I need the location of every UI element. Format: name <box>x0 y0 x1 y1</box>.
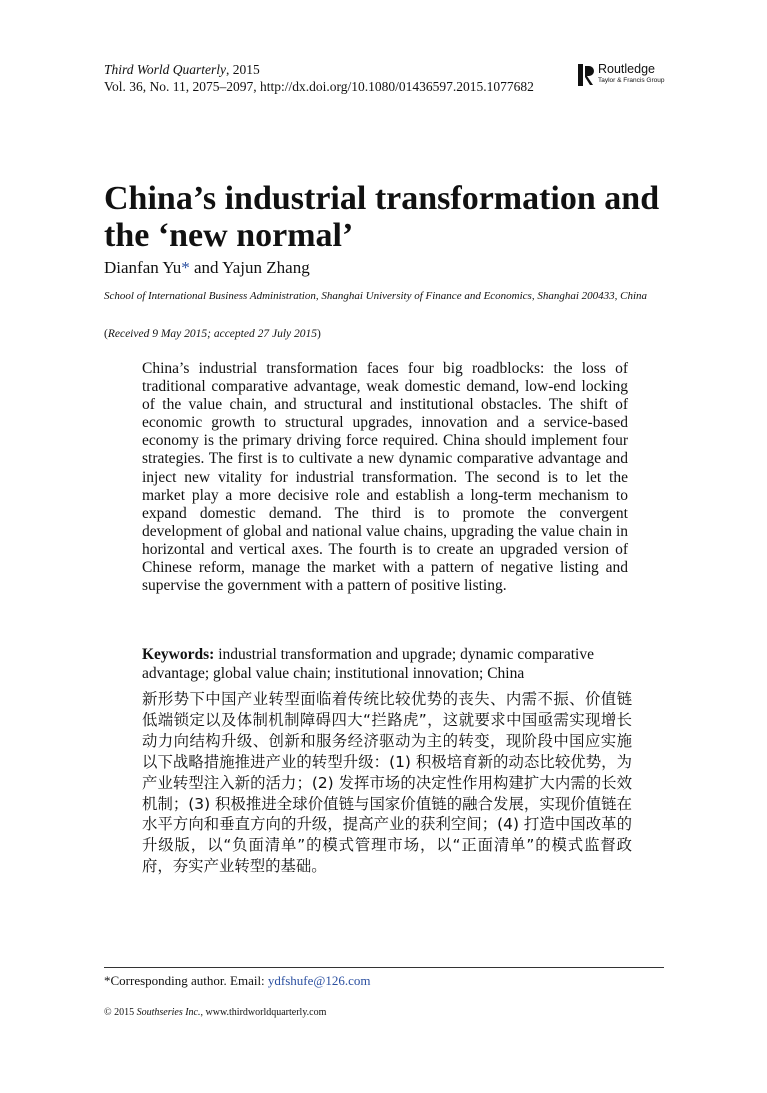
copyright <box>104 1007 326 1018</box>
copyright-prefix: © 2015 <box>104 1007 137 1018</box>
received-dates <box>104 328 321 340</box>
email-link[interactable]: ydfshufe@126.com <box>267 973 371 988</box>
footnote-divider <box>104 967 664 968</box>
corresponding-label: *Corresponding author. Email: <box>104 973 268 988</box>
received-text: Received 9 May 2015; accepted 27 July 2015 <box>107 328 317 340</box>
publisher-logo <box>578 63 668 87</box>
received-open: ( <box>104 328 108 340</box>
keywords-list: industrial transformation and upgrade; dynamic comparative advantage; global value chain; institutional innovation; China <box>142 646 594 682</box>
corresponding-note <box>104 973 371 989</box>
abstract-chinese: 新形势下中国产业转型面临着传统比较优势的丧失、内需不振、价值链低端锁定以及体制机制障碍四大“拦路虎”，这就要求中国亟需实现增长动力向结构升级、创新和服务经济驱动为主的转变，现阶段中国应实施以下战略措施推进产业的转型升级：(1) 积极培育新的动态比较优势，为产业转型注入新的活力；(2) 发挥市场的决定性作用构建扩大内需的长效机制；(3) 积极推进全球价值链与国家价值链的融合发展，实现价值链在水平方向和垂直方向的升级，提高产业的获利空间；(4) 打造中国改革的升级版，以“负面清单”的模式管理市场，以“正面清单”的模式监督政府，夯实产业转型的基础。 <box>142 690 632 876</box>
received-close: ) <box>317 328 321 340</box>
journal-year: , 2015 <box>226 62 260 77</box>
corresponding-author-link[interactable]: * <box>181 258 190 277</box>
authors <box>104 258 310 278</box>
author-name: Dianfan Yu <box>104 258 182 277</box>
journal-title-line <box>104 61 534 78</box>
author-separator: and Yajun Zhang <box>189 258 310 277</box>
routledge-logo-icon <box>578 64 594 86</box>
keywords-label: Keywords: <box>142 646 215 663</box>
keywords <box>142 646 628 683</box>
publisher-name: Routledge <box>598 62 655 76</box>
publisher-subtitle: Taylor & Francis Group <box>598 77 665 84</box>
abstract-english: China’s industrial transformation faces four big roadblocks: the loss of traditional comparative advantage, weak domestic demand, low-end locking of the value chain, and structural and institutional obstacles. The shift of economic growth to structural upgrades, innovation and a service-based economy is the primary driving force required. China should implement four strategies. The first is to cultivate a new dynamic comparative advantage and inject new vitality for industrial transformation. The second is to let the market play a more decisive role and establish a long-term mechanism to expand domestic demand. The third is to promote the convergent development of global and national value chains, upgrading the value chain in horizontal and vertical axes. The fourth is to create an upgraded version of Chinese reform, manage the market with a pattern of negative listing and supervise the government with a pattern of positive listing. <box>142 360 628 595</box>
copyright-suffix: , www.thirdworldquarterly.com <box>200 1007 327 1018</box>
copyright-org: Southseries Inc. <box>136 1007 201 1018</box>
article-title: China’s industrial transformation and the ‘new normal’ <box>104 180 660 254</box>
journal-citation: Vol. 36, No. 11, 2075–2097, http://dx.doi.org/10.1080/01436597.2015.1077682 <box>104 79 534 94</box>
affiliation: School of International Business Administration, Shanghai University of Finance and Economics, Shanghai 200433, China <box>104 290 648 302</box>
journal-header <box>104 61 534 95</box>
journal-name: Third World Quarterly <box>104 62 227 77</box>
